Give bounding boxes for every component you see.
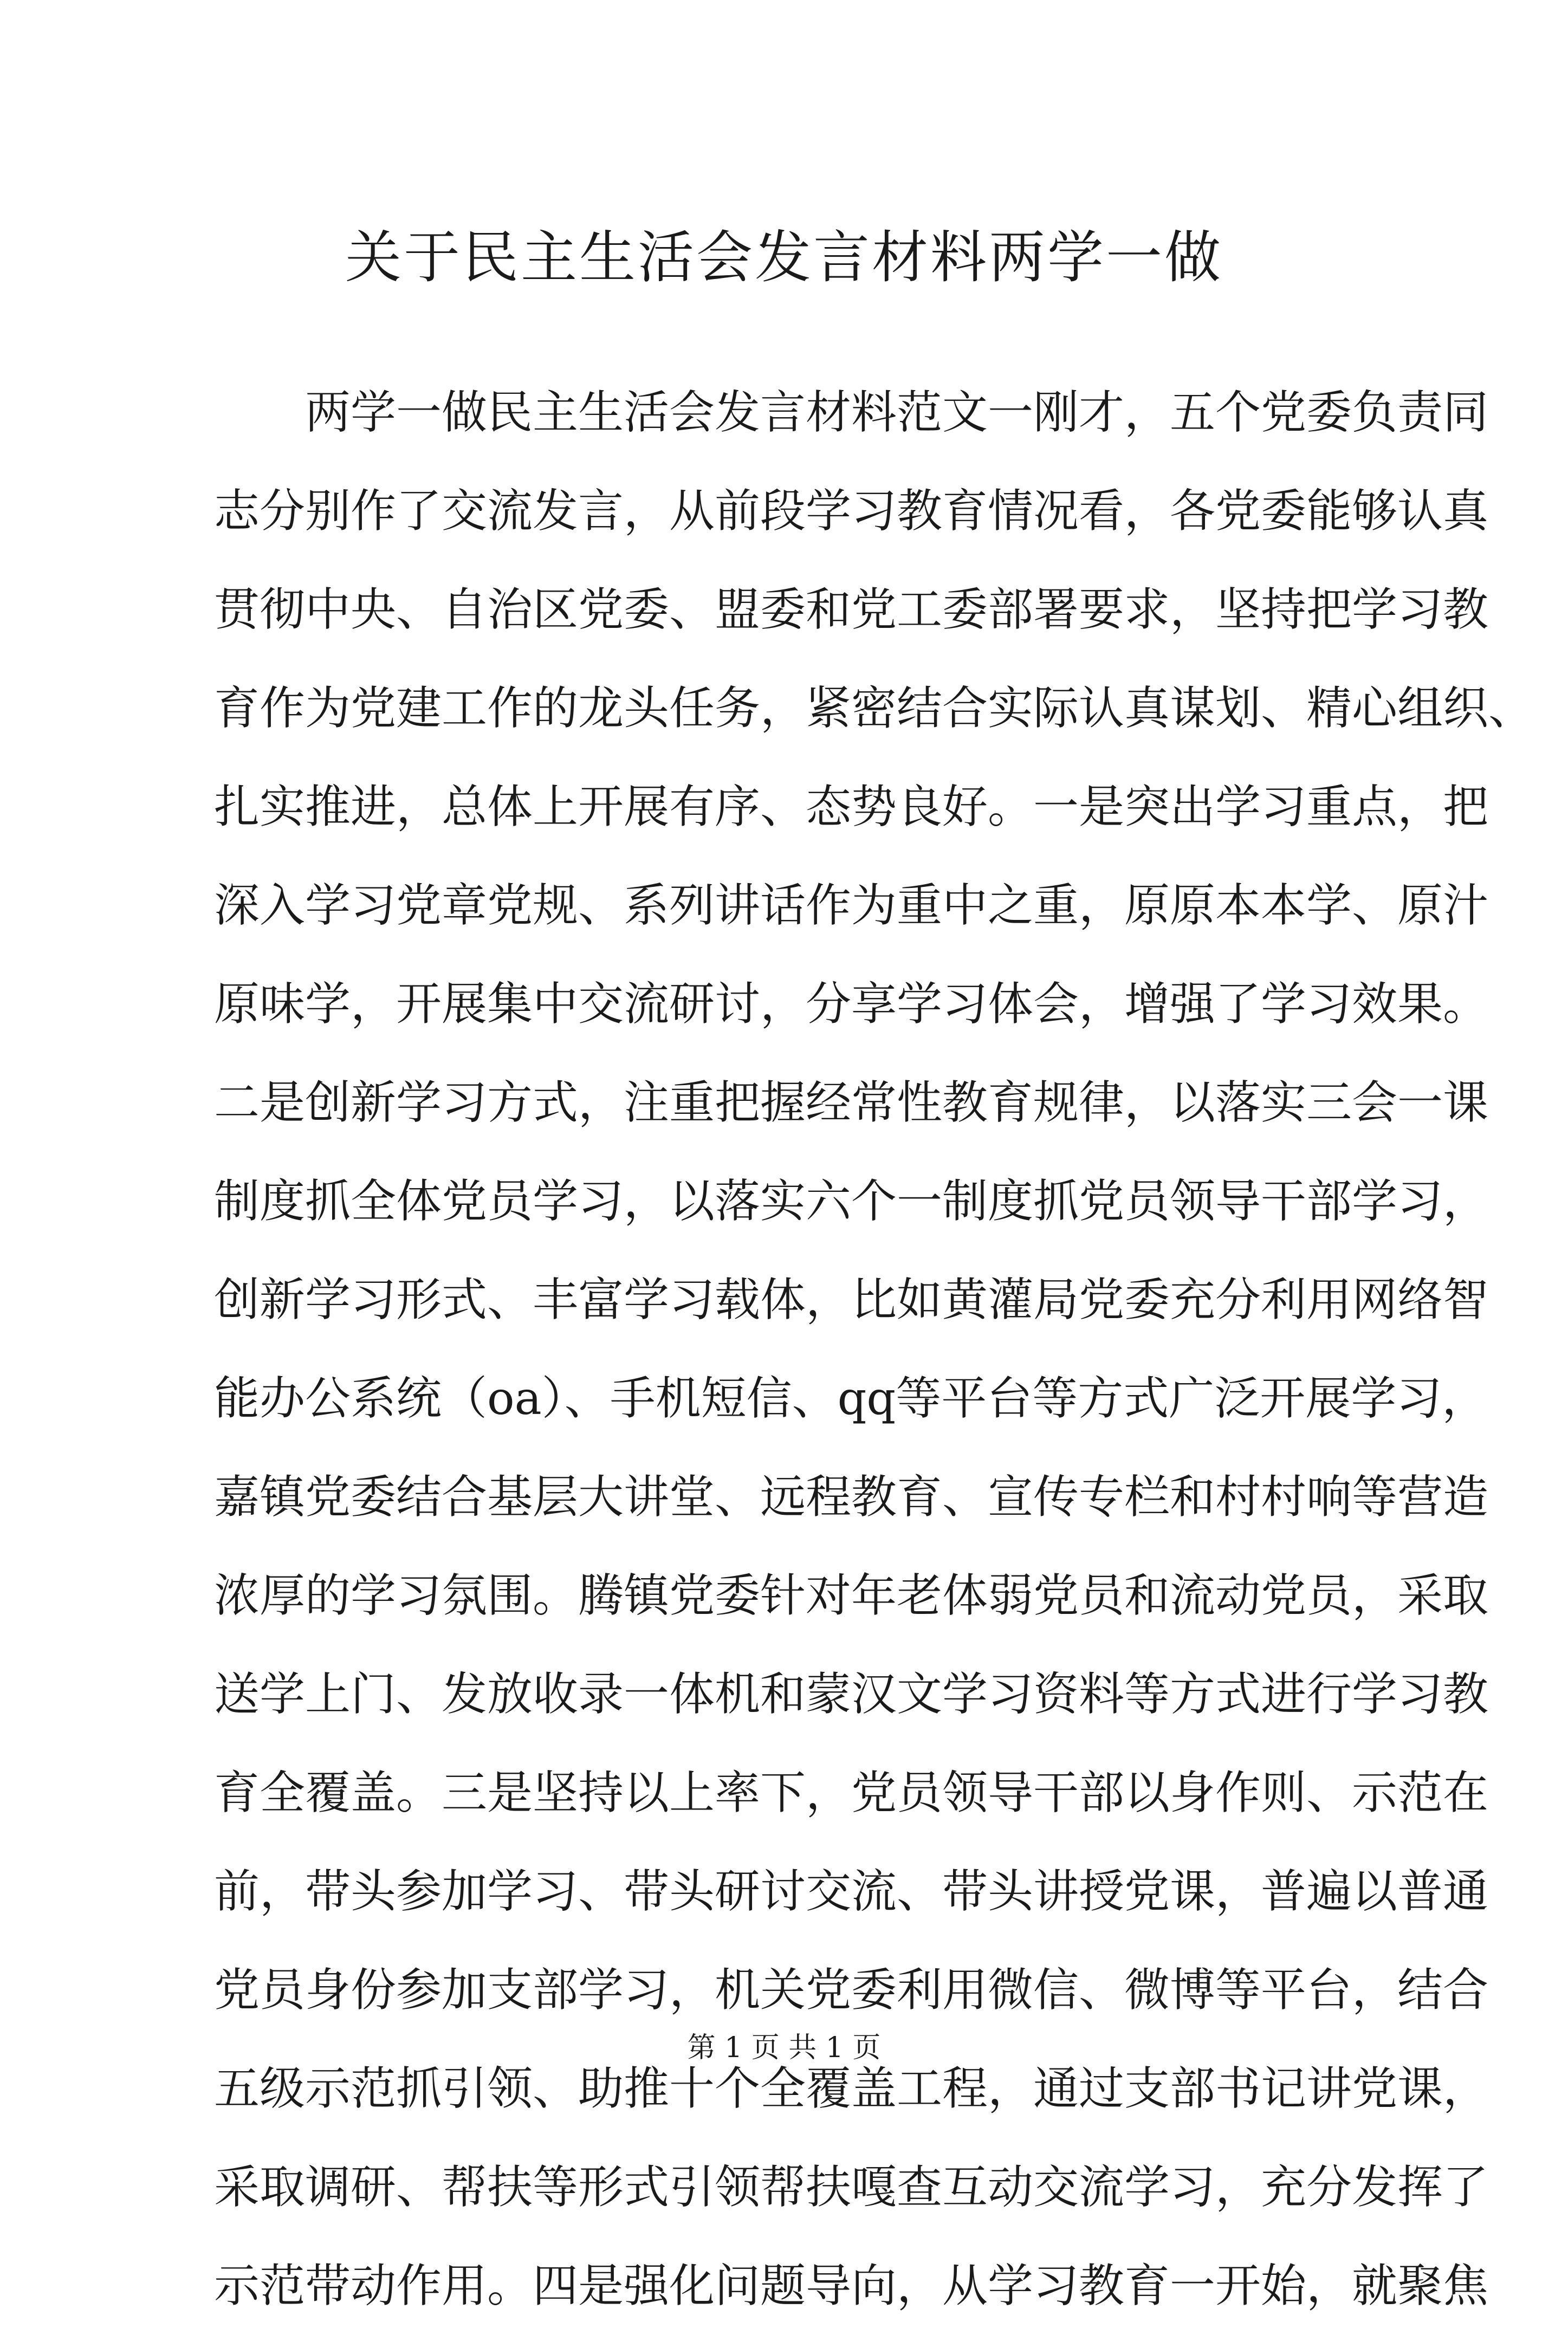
body-line: 示范带动作用。四是强化问题导向，从学习教育一开始，就聚焦 — [214, 2259, 1489, 2312]
body-line: 采取调研、帮扶等形式引领帮扶嘎查互动交流学习，充分发挥了 — [214, 2161, 1489, 2214]
body-line: 制度抓全体党员学习，以落实六个一制度抓党员领导干部学习， — [214, 1175, 1489, 1228]
body-line: 党员身份参加支部学习，机关党委利用微信、微博等平台，结合 — [214, 1963, 1489, 2016]
body-line: 送学上门、发放收录一体机和蒙汉文学习资料等方式进行学习教 — [214, 1668, 1489, 1721]
body-line: 扎实推进，总体上开展有序、态势良好。一是突出学习重点，把 — [214, 780, 1489, 833]
body-line: 二是创新学习方式，注重把握经常性教育规律，以落实三会一课 — [214, 1076, 1489, 1129]
body-line: 育作为党建工作的龙头任务，紧密结合实际认真谋划、精心组织、 — [214, 682, 1534, 735]
body-line: 嘉镇党委结合基层大讲堂、远程教育、宣传专栏和村村响等营造 — [214, 1470, 1489, 1523]
body-line: 育全覆盖。三是坚持以上率下，党员领导干部以身作则、示范在 — [214, 1766, 1489, 1819]
page-footer — [0, 2026, 1568, 2070]
body-line: 深入学习党章党规、系列讲话作为重中之重，原原本本学、原汁 — [214, 879, 1489, 932]
body-line: 浓厚的学习氛围。腾镇党委针对年老体弱党员和流动党员，采取 — [214, 1569, 1489, 1622]
page-number-label: 第 1 页 共 1 页 — [687, 2032, 881, 2064]
body-line: 贯彻中央、自治区党委、盟委和党工委部署要求，坚持把学习教 — [214, 583, 1489, 636]
body-line: 能办公系统（oa）、手机短信、qq等平台等方式广泛开展学习， — [214, 1372, 1488, 1425]
body-line: 五级示范抓引领、助推十个全覆盖工程，通过支部书记讲党课， — [214, 2062, 1489, 2115]
document-title: 关于民主生活会发言材料两学一做 — [345, 224, 1223, 290]
body-line: 两学一做民主生活会发言材料范文一刚才，五个党委负责同 — [305, 386, 1489, 439]
body-line: 前，带头参加学习、带头研讨交流、带头讲授党课，普遍以普通 — [214, 1865, 1489, 1918]
body-line: 创新学习形式、丰富学习载体，比如黄灌局党委充分利用网络智 — [214, 1273, 1489, 1326]
body-line: 志分别作了交流发言，从前段学习教育情况看，各党委能够认真 — [214, 484, 1489, 537]
body-line: 原味学，开展集中交流研讨，分享学习体会，增强了学习效果。 — [214, 977, 1489, 1030]
